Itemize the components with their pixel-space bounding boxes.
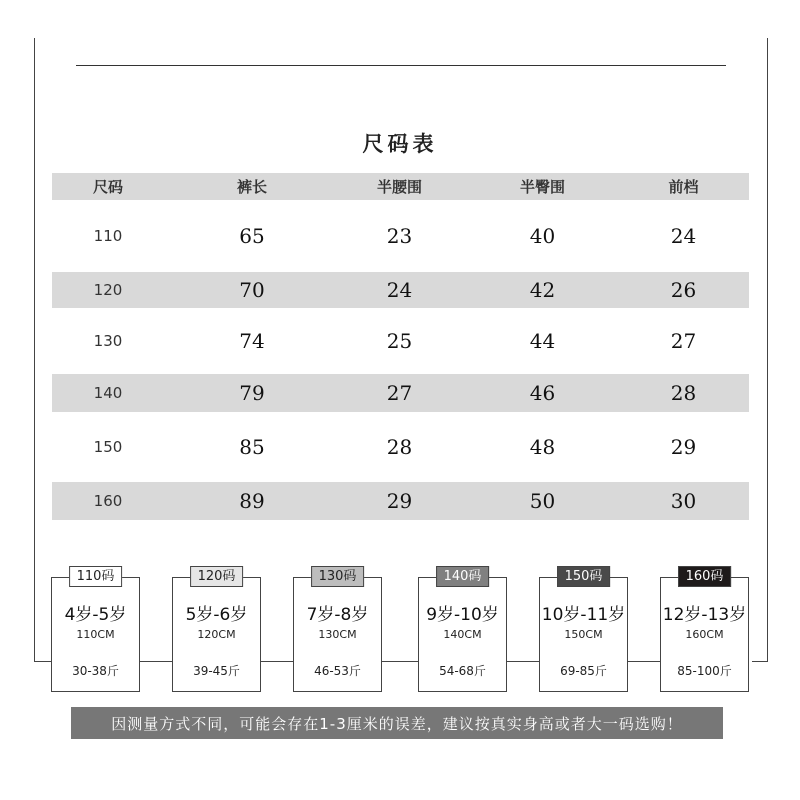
header-half-waist: 半腰围 [376,178,422,196]
size-value: 160 [93,492,123,510]
size-cards [0,565,800,695]
measure-value: 44 [529,329,556,353]
size-card [51,569,140,692]
frame-connector-line [261,661,293,662]
measurement-note: 因测量方式不同，可能会存在1-3厘米的误差，建议按真实身高或者大一码选购！ [71,707,723,739]
measure-value: 27 [386,381,413,405]
measure-value: 29 [670,435,697,459]
table-row [52,482,749,520]
header-pants-length: 裤长 [236,178,267,196]
measure-value: 25 [386,329,413,353]
measure-value: 48 [529,435,556,459]
measure-value: 28 [386,435,413,459]
size-tag: 150码 [557,566,611,587]
size-value: 110 [93,227,123,245]
table-row [52,200,749,272]
frame-connector-line [628,661,660,662]
measure-value: 23 [386,224,413,248]
top-divider [76,65,726,66]
measure-value: 85 [239,435,265,459]
measure-value: 46 [529,381,556,405]
measure-value: 40 [529,224,556,248]
measure-value: 29 [386,489,413,513]
table-row [52,412,749,482]
size-value: 150 [93,438,123,456]
age-range: 4岁-5岁 [64,605,127,625]
weight-range: 46-53斤 [314,664,361,678]
size-card [172,569,261,692]
height-value: 110CM [76,628,115,641]
measure-value: 50 [529,489,556,513]
frame-connector-line [507,661,539,662]
weight-range: 85-100斤 [677,664,732,678]
measure-value: 65 [239,224,265,248]
measure-value: 27 [670,329,697,353]
size-value: 120 [93,281,123,299]
size-card [418,569,507,692]
measure-value: 28 [670,381,697,405]
size-card [660,569,749,692]
height-value: 160CM [685,628,724,641]
size-table [52,173,749,520]
table-row [52,374,749,412]
size-tag: 130码 [311,566,365,587]
weight-range: 69-85斤 [560,664,607,678]
weight-range: 54-68斤 [439,664,486,678]
weight-range: 39-45斤 [193,664,240,678]
weight-range: 30-38斤 [72,664,119,678]
frame-connector-line [382,661,418,662]
size-value: 130 [93,332,123,350]
table-body [52,200,749,520]
measure-value: 30 [670,489,697,513]
height-value: 140CM [443,628,482,641]
header-half-hip: 半臀围 [519,178,565,196]
measure-value: 24 [670,224,697,248]
page-title: 尺码表 [362,132,438,156]
measure-value: 89 [239,489,265,513]
size-tag: 110码 [69,566,123,587]
measure-value: 26 [670,278,697,302]
table-row [52,272,749,308]
age-range: 7岁-8岁 [306,605,369,625]
measure-value: 79 [239,381,265,405]
height-value: 120CM [197,628,236,641]
frame-connector-line [140,661,172,662]
size-card [293,569,382,692]
age-range: 12岁-13岁 [662,605,747,625]
age-range: 10岁-11岁 [541,605,626,625]
size-tag: 140码 [436,566,490,587]
measure-value: 70 [239,278,265,302]
measure-value: 24 [386,278,413,302]
height-value: 130CM [318,628,357,641]
age-range: 9岁-10岁 [426,605,499,625]
age-range: 5岁-6岁 [185,605,248,625]
size-card [539,569,628,692]
size-tag: 160码 [678,566,732,587]
size-value: 140 [93,384,123,402]
height-value: 150CM [564,628,603,641]
measure-value: 42 [529,278,556,302]
size-tag: 120码 [190,566,244,587]
header-size: 尺码 [92,178,123,196]
table-row [52,308,749,374]
measure-value: 74 [239,329,265,353]
header-front-rise: 前档 [668,178,699,196]
table-header-row [52,173,749,200]
